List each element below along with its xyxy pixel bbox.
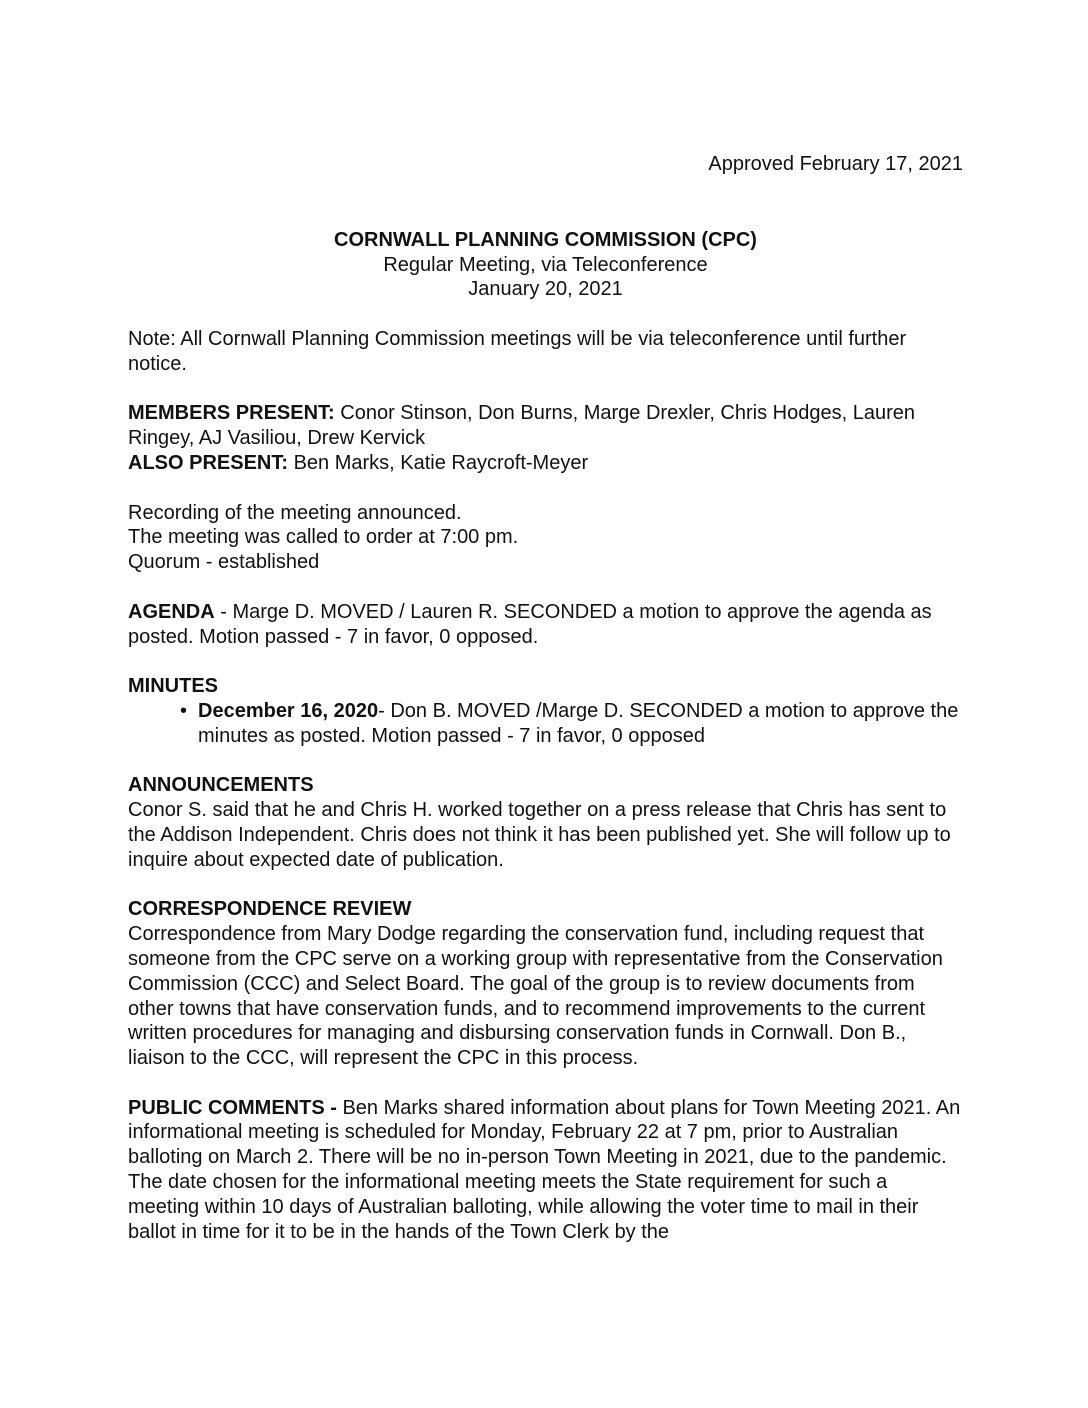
also-present-label: ALSO PRESENT: <box>128 451 289 474</box>
also-present <box>128 451 963 476</box>
agenda-section <box>128 600 963 650</box>
minutes-heading: MINUTES <box>128 675 218 698</box>
correspondence-section <box>128 897 963 1071</box>
also-present-names: Ben Marks, Katie Raycroft-Meyer <box>288 451 589 474</box>
members-present <box>128 401 963 451</box>
opening-section <box>128 501 963 575</box>
correspondence-text: Correspondence from Mary Dodge regarding the conservation fund, including request that someone from the CPC serve on a working group with representative from the Conservation Commission (CCC) and Select Board. The goal of the group is to review documents from other towns that have conservation funds, and to recommend improvements to the current written procedures for managing and disbursing conservation funds in Cornwall. Don B., liaison to the CCC, will represent the CPC in this process. <box>128 923 943 1070</box>
minutes-section <box>128 674 963 748</box>
document-header <box>128 228 963 302</box>
approval-note: Approved February 17, 2021 <box>708 153 963 175</box>
public-comments-text <box>128 1096 963 1245</box>
minutes-list <box>128 699 963 749</box>
public-comments-label: PUBLIC COMMENTS - <box>128 1096 337 1119</box>
note-paragraph <box>128 327 963 377</box>
note-text: Note: All Cornwall Planning Commission meetings will be via teleconference until further notice. <box>128 327 907 375</box>
opening-line: Quorum - established <box>128 551 320 574</box>
public-comments-body: Ben Marks shared information about plans for Town Meeting 2021. An informational meeting is scheduled for Monday, February 22 at 7 pm, prior to Australian balloting on March 2. There will be no in-person Town Meeting in 2021, due to the pandemic. The date chosen for the informational meeting meets the State requirement for such a meeting within 10 days of Australian balloting, while allowing the voter time to mail in their ballot in time for it to be in the hands of the Town Clerk by the <box>128 1096 961 1243</box>
agenda-label: AGENDA <box>128 600 215 623</box>
announcements-section <box>128 773 963 872</box>
announcements-text: Conor S. said that he and Chris H. worked together on a press release that Chris has sent to the Addison Independent. Chris does not think it has been published yet. She will follow up to inquire about expected date of publication. <box>128 799 951 871</box>
agenda-body: - Marge D. MOVED / Lauren R. SECONDED a motion to approve the agenda as posted. Motion passed - 7 in favor, 0 opposed. <box>128 600 932 648</box>
members-present-label: MEMBERS PRESENT: <box>128 402 335 425</box>
document-page <box>128 152 963 1269</box>
public-comments-section <box>128 1096 963 1245</box>
minutes-item-date: December 16, 2020 <box>198 699 379 722</box>
minutes-item-text: - Don B. MOVED /Marge D. SECONDED a motion to approve the minutes as posted. Motion passed - 7 in favor, 0 opposed <box>198 699 959 747</box>
correspondence-heading: CORRESPONDENCE REVIEW <box>128 898 412 921</box>
meeting-date: January 20, 2021 <box>468 278 623 301</box>
bullet-icon: • <box>180 699 188 722</box>
opening-line: Recording of the meeting announced. <box>128 501 462 524</box>
document-title: CORNWALL PLANNING COMMISSION (CPC) <box>334 228 757 251</box>
attendance-section <box>128 401 963 475</box>
announcements-heading: ANNOUNCEMENTS <box>128 774 314 797</box>
members-present-names: Conor Stinson, Don Burns, Marge Drexler, Chris Hodges, Lauren Ringey, AJ Vasiliou, Drew Kervick <box>128 402 915 450</box>
agenda-text <box>128 600 963 650</box>
list-item <box>180 699 963 749</box>
opening-line: The meeting was called to order at 7:00 pm. <box>128 526 519 549</box>
meeting-type: Regular Meeting, via Teleconference <box>383 253 708 276</box>
